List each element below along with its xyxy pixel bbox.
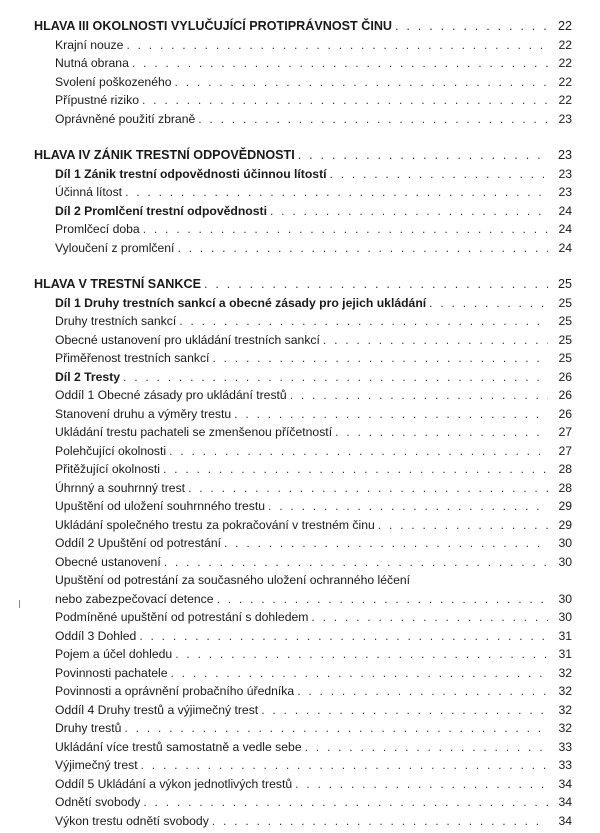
toc-entry	[34, 312, 572, 331]
toc-entry	[34, 497, 572, 516]
toc-entry-title: Obecné ustanovení	[55, 554, 161, 569]
toc-entry-title: Ukládání více trestů samostatně a vedle sebe	[55, 739, 302, 754]
toc-chapter-heading	[34, 146, 572, 165]
toc-page-number: 23	[558, 111, 572, 126]
margin-mark	[19, 600, 20, 608]
dot-leader	[298, 146, 548, 165]
toc-page-number: 32	[558, 665, 572, 680]
toc-page-number: 25	[557, 277, 572, 291]
dot-leader	[204, 275, 548, 294]
dot-leader	[126, 36, 548, 55]
toc-entry	[34, 423, 572, 442]
toc-page-number: 22	[558, 37, 572, 52]
toc-entry-title: Upuštění od potrestání za současného uložení ochranného léčení	[55, 573, 411, 587]
toc-page-number: 32	[558, 721, 572, 735]
dot-leader	[212, 349, 548, 368]
toc-entry-title: Promlčecí doba	[55, 222, 140, 236]
toc-page-number: 22	[557, 19, 572, 33]
toc-page-number: 22	[558, 56, 572, 70]
toc-part-heading	[34, 294, 572, 313]
dot-leader	[141, 756, 548, 775]
toc-entry-title: Díl 2 Tresty	[55, 369, 121, 384]
toc-entry	[34, 812, 572, 831]
dot-leader	[142, 91, 548, 110]
toc-entry	[34, 516, 572, 535]
toc-entry	[34, 110, 572, 129]
toc-entry	[34, 738, 572, 757]
dot-leader	[132, 54, 548, 73]
toc-entry-title: nebo zabezpečovací detence	[55, 591, 214, 606]
toc-entry-title: HLAVA IV ZÁNIK TRESTNÍ ODPOVĚDNOSTI	[34, 148, 295, 162]
toc-entry	[34, 627, 572, 646]
toc-entry-title: Přiměřenost trestních sankcí	[55, 351, 210, 365]
toc-page-number: 26	[558, 406, 572, 421]
toc-page-number: 23	[558, 185, 572, 199]
toc-page-number: 22	[558, 93, 572, 107]
toc-page-number: 30	[558, 536, 572, 550]
toc-entry-title: Výjimečný trest	[55, 758, 138, 772]
toc-entry-title: Krajní nouze	[55, 37, 124, 52]
toc-entry	[34, 590, 572, 609]
toc-page-number: 31	[558, 647, 572, 661]
dot-leader	[335, 423, 548, 442]
toc-entry-title: Stanovení druhu a výměry trestu	[55, 406, 232, 421]
toc-entry-title: Podmíněné upuštění od potrestání s dohledem	[55, 610, 309, 624]
toc-entry-title: Pojem a účel dohledu	[55, 647, 173, 661]
toc-entry-title: Polehčující okolnosti	[55, 443, 167, 458]
toc-entry	[34, 571, 572, 590]
dot-leader	[124, 719, 548, 738]
toc-entry-title: Úhrnný a souhrnný trest	[55, 480, 186, 495]
toc-entry	[34, 719, 572, 738]
toc-entry-title: Výkon trestu odnětí svobody	[55, 813, 209, 828]
toc-entry	[34, 349, 572, 368]
dot-leader	[123, 368, 548, 387]
dot-leader	[170, 664, 548, 683]
dot-leader	[125, 183, 548, 202]
toc-entry-title: Ukládání trestu pachateli se zmenšenou příčetností	[55, 425, 333, 439]
dot-leader	[163, 460, 548, 479]
toc-entry	[34, 553, 572, 572]
toc-chapter-heading	[34, 17, 572, 36]
dot-leader	[179, 312, 548, 331]
toc-entry-title: Oddíl 4 Druhy trestů a výjimečný trest	[55, 702, 259, 717]
toc-page-number: 28	[558, 462, 572, 476]
toc-entry-title: Ukládání společného trestu za pokračování v trestném činu	[55, 517, 375, 532]
toc-entry-title: Povinnosti a oprávnění probačního úředníka	[55, 684, 295, 698]
toc-page-number: 25	[558, 314, 572, 328]
toc-entry	[34, 220, 572, 239]
toc-page-number: 27	[558, 425, 572, 439]
toc-entry	[34, 460, 572, 479]
toc-entry-title: HLAVA III OKOLNOSTI VYLUČUJÍCÍ PROTIPRÁVNOST ČINU	[34, 19, 393, 33]
toc-entry-title: Svolení poškozeného	[55, 74, 172, 89]
dot-leader	[290, 386, 548, 405]
toc-part-heading	[34, 202, 572, 221]
toc-page-number: 34	[558, 813, 572, 828]
toc-entry	[34, 645, 572, 664]
toc-entry-title: Povinnosti pachatele	[55, 665, 168, 680]
toc-page-number: 28	[558, 480, 572, 495]
dot-leader	[212, 812, 548, 831]
toc-page-number: 23	[558, 166, 572, 181]
dot-leader	[395, 17, 548, 36]
toc-page-number: 26	[558, 369, 572, 384]
toc-entry-title: Díl 1 Zánik trestní odpovědnosti účinnou lítostí	[55, 166, 327, 181]
dot-leader	[175, 645, 548, 664]
dot-leader	[268, 497, 548, 516]
dot-leader	[224, 534, 548, 553]
toc-page-number: 27	[558, 443, 572, 458]
dot-leader	[261, 701, 548, 720]
dot-leader	[378, 516, 548, 535]
toc-entry	[34, 183, 572, 202]
dot-leader	[169, 442, 548, 461]
dot-leader	[164, 553, 548, 572]
toc-entry	[34, 793, 572, 812]
toc-page-number: 32	[558, 684, 572, 698]
toc-entry	[34, 91, 572, 110]
toc-part-heading	[34, 165, 572, 184]
toc-entry	[34, 239, 572, 258]
toc-entry	[34, 442, 572, 461]
toc-entry	[34, 756, 572, 775]
toc-entry	[34, 534, 572, 553]
toc-entry-title: Druhy trestů	[55, 721, 122, 735]
toc-page-number: 33	[558, 739, 572, 754]
dot-leader	[143, 220, 548, 239]
toc-entry-title: Přitěžující okolnosti	[55, 462, 160, 476]
toc-page-number: 25	[558, 295, 572, 310]
toc-entry	[34, 775, 572, 794]
toc-page-number: 25	[558, 332, 572, 347]
dot-leader	[297, 682, 548, 701]
toc-page-number: 30	[558, 591, 572, 606]
toc-page-number: 32	[558, 702, 572, 717]
toc-page-number: 24	[558, 240, 572, 255]
dot-leader	[175, 73, 548, 92]
toc-chapter-heading	[34, 275, 572, 294]
toc-entry-title: Druhy trestních sankcí	[55, 314, 177, 328]
dot-leader	[323, 331, 548, 350]
toc-page-number: 31	[558, 628, 572, 643]
dot-leader	[429, 294, 548, 313]
toc-page-number: 33	[558, 758, 572, 772]
toc-page-number: 23	[557, 148, 572, 162]
toc-entry	[34, 36, 572, 55]
toc-page-number: 30	[558, 554, 572, 569]
toc-entry	[34, 73, 572, 92]
dot-leader	[295, 775, 548, 794]
toc-entry-title: Účinná lítost	[55, 185, 123, 199]
toc-entry	[34, 386, 572, 405]
toc-entry	[34, 54, 572, 73]
toc-page-number: 25	[558, 351, 572, 365]
toc-page-number: 34	[558, 795, 572, 809]
toc-entry-title: Upuštění od uložení souhrnného trestu	[55, 499, 266, 513]
dot-leader	[330, 165, 548, 184]
toc-entry	[34, 479, 572, 498]
toc-entry-title: Oddíl 1 Obecné zásady pro ukládání trestů	[55, 388, 287, 402]
toc-entry	[34, 331, 572, 350]
dot-leader	[234, 405, 548, 424]
dot-leader	[305, 738, 548, 757]
toc-entry	[34, 405, 572, 424]
dot-leader	[311, 608, 548, 627]
toc-entry	[34, 608, 572, 627]
toc-page-number: 24	[558, 222, 572, 236]
toc-entry-title: Přípustné riziko	[55, 93, 139, 107]
toc-entry-title: Oddíl 2 Upuštění od potrestání	[55, 536, 221, 550]
toc-entry-title: Oddíl 5 Ukládání a výkon jednotlivých trestů	[55, 776, 293, 791]
dot-leader	[143, 793, 548, 812]
toc-page-number: 29	[558, 517, 572, 532]
toc-page-number: 34	[558, 776, 572, 791]
dot-leader	[188, 479, 548, 498]
toc-page-number: 29	[558, 499, 572, 513]
toc-entry-title: Díl 1 Druhy trestních sankcí a obecné zásady pro jejich ukládání	[55, 295, 427, 310]
toc-page-number: 24	[558, 203, 572, 218]
dot-leader	[198, 110, 548, 129]
toc-entry-title: Díl 2 Promlčení trestní odpovědnosti	[55, 203, 267, 218]
toc-entry	[34, 682, 572, 701]
toc-entry-title: Oprávněné použití zbraně	[55, 111, 196, 126]
toc-entry-title: Vyloučení z promlčení	[55, 240, 175, 255]
toc-entry-title: Obecné ustanovení pro ukládání trestních sankcí	[55, 332, 320, 347]
toc-entry-title: Odnětí svobody	[55, 795, 141, 809]
toc-entry-title: Nutná obrana	[55, 56, 129, 70]
table-of-contents	[34, 17, 572, 830]
toc-entry-title: HLAVA V TRESTNÍ SANKCE	[34, 277, 201, 291]
dot-leader	[270, 202, 548, 221]
dot-leader	[177, 239, 548, 258]
toc-entry-title: Oddíl 3 Dohled	[55, 628, 137, 643]
toc-page-number: 22	[558, 74, 572, 89]
toc-entry	[34, 664, 572, 683]
toc-page-number: 26	[558, 388, 572, 402]
dot-leader	[217, 590, 548, 609]
dot-leader	[139, 627, 548, 646]
toc-page-number: 30	[558, 610, 572, 624]
toc-entry	[34, 701, 572, 720]
toc-part-heading	[34, 368, 572, 387]
